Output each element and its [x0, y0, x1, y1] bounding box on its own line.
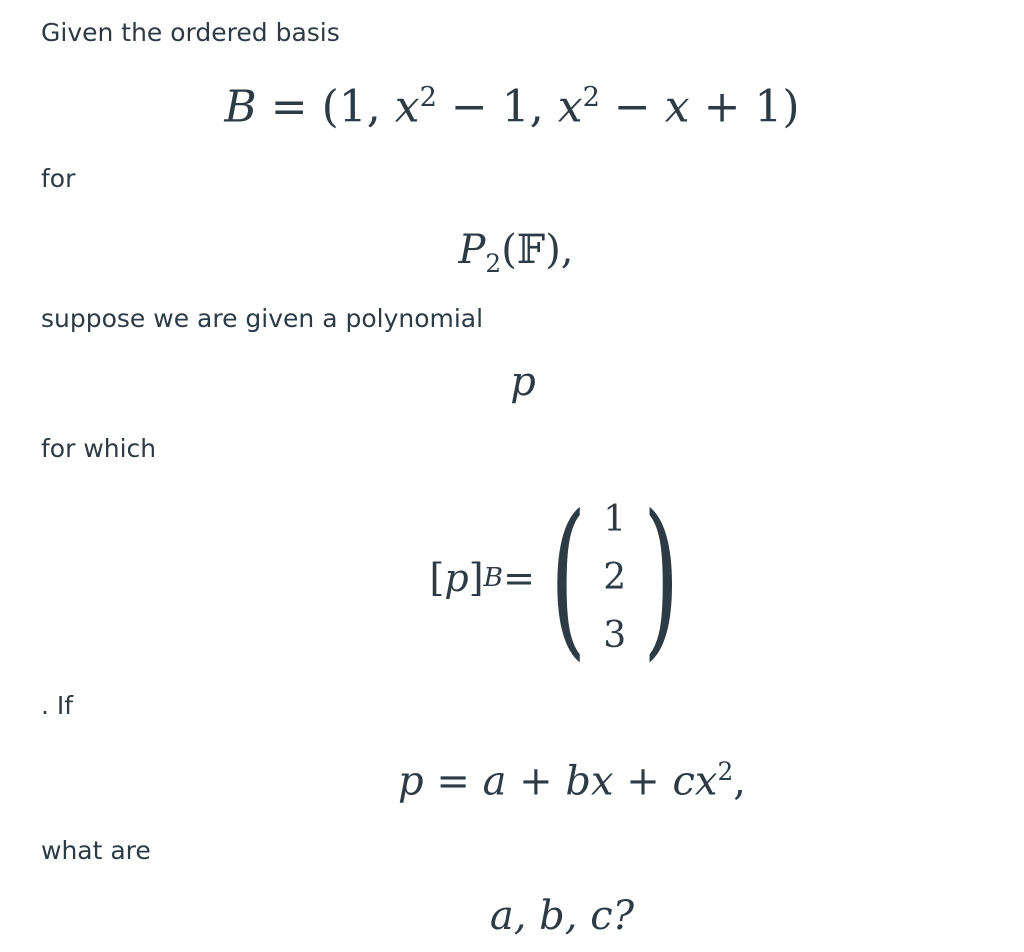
polynomial-equation: [0, 757, 1024, 805]
for-text: for: [41, 164, 76, 193]
vector-right-paren: ): [643, 479, 680, 677]
if-text: . If: [41, 691, 74, 720]
space-sub: 2: [485, 249, 502, 278]
vector-entry-3: 3: [603, 615, 627, 656]
question-abc: a, b, c?: [489, 893, 635, 939]
space-arg: (𝔽),: [501, 227, 574, 273]
space-equation: [0, 227, 1024, 278]
basis-sup2: 2: [582, 82, 600, 113]
basis-symbol: B: [224, 81, 257, 133]
poly-eq: =: [423, 758, 483, 805]
p-symbol: p: [510, 359, 536, 405]
basis-eq-open: = (1,: [256, 81, 395, 133]
intro-text: Given the ordered basis: [41, 18, 340, 47]
poly-comma: ,: [733, 758, 746, 805]
poly-p: p: [398, 758, 424, 805]
poly-plus1: +: [506, 758, 566, 805]
coord-close-bracket: ]: [468, 556, 484, 600]
suppose-text: suppose we are given a polynomial: [41, 304, 484, 333]
basis-sup1: 2: [419, 82, 437, 113]
basis-equation: [0, 81, 1024, 133]
vector-entry-2: 2: [603, 557, 627, 598]
poly-bx: bx: [565, 758, 614, 805]
poly-a: a: [482, 758, 507, 805]
poly-plus2: +: [613, 758, 673, 805]
basis-mid: − 1,: [436, 81, 558, 133]
poly-cx: cx: [672, 758, 718, 805]
vector-entry-1: 1: [603, 499, 627, 540]
basis-x3: x: [664, 81, 690, 133]
basis-x2: x: [557, 81, 583, 133]
vector-left-paren: (: [549, 479, 587, 677]
coord-p: p: [444, 556, 469, 600]
basis-end: + 1): [689, 81, 800, 133]
basis-x1: x: [394, 81, 420, 133]
for-which-text: for which: [41, 434, 157, 463]
basis-minus: −: [599, 81, 665, 133]
coord-sub-B: B: [483, 561, 504, 593]
space-P: P: [458, 227, 486, 273]
coord-open-bracket: [: [429, 556, 445, 600]
coordinate-equation: [0, 479, 1024, 677]
poly-sup: 2: [717, 757, 734, 786]
coord-eq: =: [503, 556, 535, 600]
coord-vector: [535, 479, 695, 677]
what-are-text: what are: [41, 836, 151, 865]
vector-entries: [601, 491, 628, 665]
